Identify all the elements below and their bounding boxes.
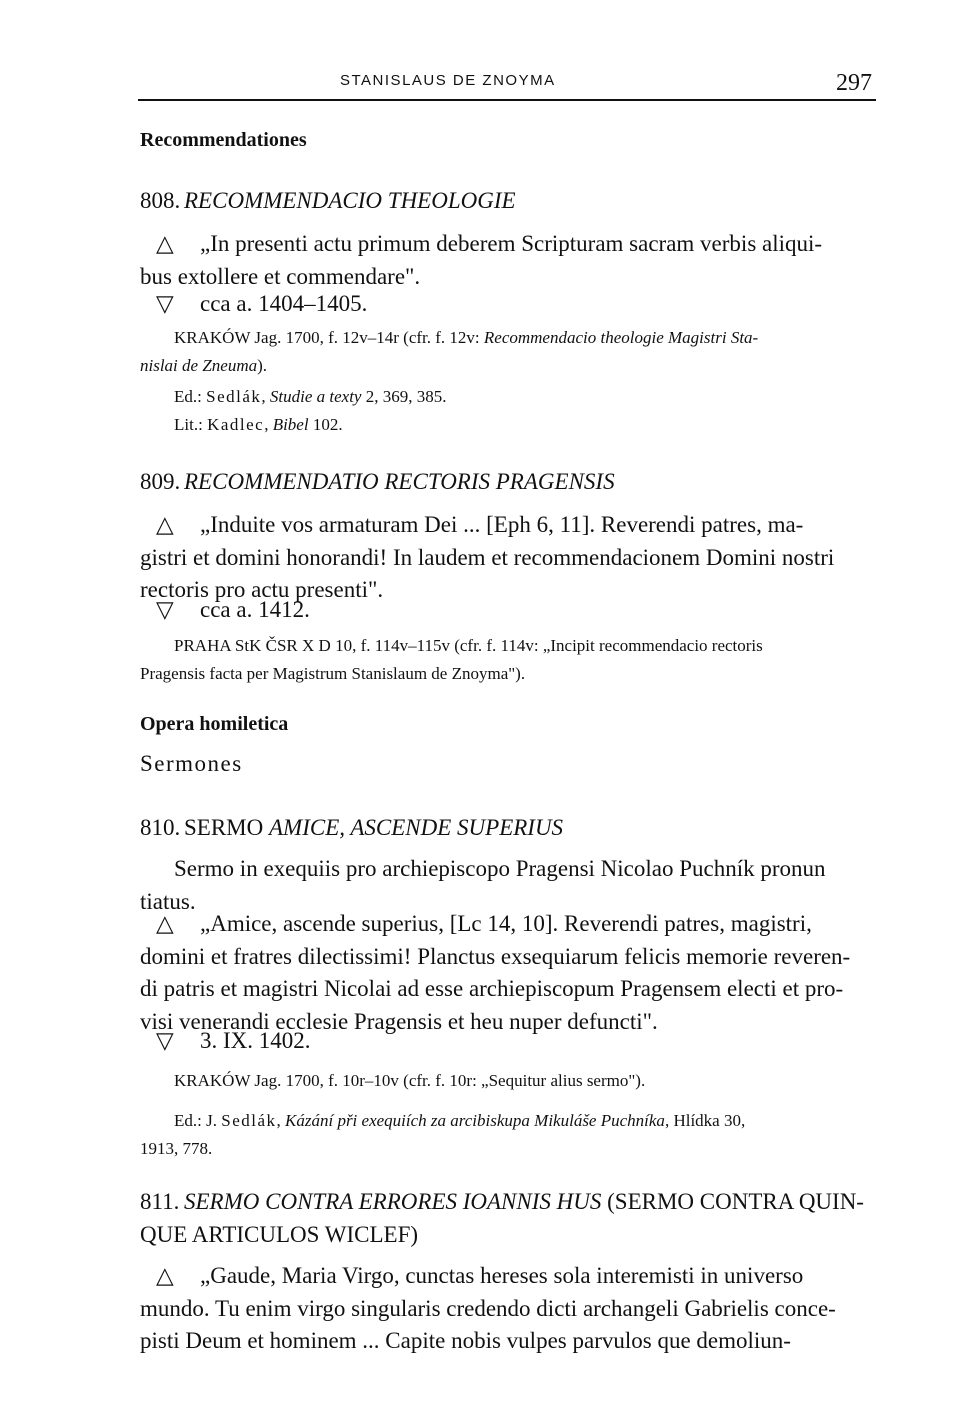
date-triangle-icon: ▽	[156, 1028, 174, 1053]
entry-number: 809.	[140, 469, 181, 494]
incipit-line: „In presenti actu primum deberem Scripturam sacram verbis aliqui-	[200, 231, 823, 256]
incipit-line: domini et fratres dilectissimi! Planctus exsequiarum felicis memorie reveren-	[140, 943, 851, 969]
incipit-line: di patris et magistri Nicolai ad esse archiepiscopum Pragensem electi et pro-	[140, 976, 844, 1001]
entry-title: RECOMMENDACIO THEOLOGIE	[184, 188, 516, 213]
incipit-line: „Gaude, Maria Virgo, cunctas hereses sola interemisti in universo	[200, 1263, 804, 1288]
incipit-line: visi venerandi ecclesie Pragensis et heu nuper defuncti".	[140, 1008, 658, 1034]
entry-808-incipit	[140, 228, 880, 293]
entry-number: 811.	[140, 1189, 180, 1214]
entry-808-manuscript: KRAKÓW Jag. 1700, f. 12v–14r (cfr. f. 12v: Recommendacio theologie Magistri Sta- nislai de Zneuma).	[140, 328, 759, 375]
incipit-triangle-icon: △	[156, 911, 174, 936]
entry-809-incipit	[140, 509, 880, 607]
entry-title: SERMO CONTRA ERRORES IOANNIS HUS	[184, 1189, 602, 1214]
date-text: cca a. 1404–1405.	[200, 291, 368, 316]
date-triangle-icon: ▽	[156, 597, 174, 622]
date-triangle-icon: ▽	[156, 291, 174, 316]
incipit-line: gistri et domini honorandi! In laudem et recommendacionem Domini nostri	[140, 544, 835, 570]
incipit-line: pisti Deum et hominem ... Capite nobis vulpes parvulos que demoliun-	[140, 1328, 791, 1353]
entry-808-edition: Ed.: Sedlák, Studie a texty 2, 369, 385.	[174, 387, 447, 406]
header-rule	[138, 99, 876, 101]
date-text: cca a. 1412.	[200, 597, 310, 622]
entry-811-heading: 811. SERMO CONTRA ERRORES IOANNIS HUS (SERMO CONTRA QUIN- QUE ARTICULOS WICLEF)	[140, 1186, 880, 1251]
incipit-line: mundo. Tu enim virgo singularis credendo dicti archangeli Gabrielis conce-	[140, 1295, 836, 1321]
entry-number: 810.	[140, 815, 181, 840]
date-text: 3. IX. 1402.	[200, 1028, 311, 1053]
entry-810-heading: 810. SERMO AMICE, ASCENDE SUPERIUS	[140, 812, 880, 845]
entry-title: RECOMMENDATIO RECTORIS PRAGENSIS	[184, 469, 615, 494]
entry-810-incipit	[140, 908, 880, 1038]
entry-810-edition: Ed.: J. Sedlák, Kázání při exequiích za arcibiskupa Mikuláše Puchníka, Hlídka 30, 1913, 778.	[140, 1111, 746, 1158]
entry-number: 808.	[140, 188, 181, 213]
entry-810-description: Sermo in exequiis pro archiepiscopo Pragensi Nicolao Puchník pronun tiatus.	[140, 856, 826, 914]
subsection-heading-sermones: Sermones	[140, 751, 243, 776]
incipit-triangle-icon: △	[156, 512, 174, 537]
section-heading-opera-homiletica: Opera homiletica	[140, 713, 289, 735]
entry-809-heading	[140, 466, 880, 499]
incipit-line: „Amice, ascende superius, [Lc 14, 10]. Reverendi patres, magistri,	[200, 911, 812, 936]
incipit-line: „Induite vos armaturam Dei ... [Eph 6, 11]. Reverendi patres, ma-	[200, 512, 804, 537]
entry-809-manuscript: PRAHA StK ČSR X D 10, f. 114v–115v (cfr. f. 114v: „Incipit recommendacio rectoris Pragensis facta per Magistrum Stanislaum de Znoyma").	[140, 636, 763, 683]
entry-810-date	[156, 1025, 311, 1058]
incipit-triangle-icon: △	[156, 1263, 174, 1288]
entry-808-date	[156, 288, 367, 321]
running-header-title: STANISLAUS DE ZNOYMA	[340, 72, 556, 89]
entry-title: AMICE, ASCENDE SUPERIUS	[269, 815, 564, 840]
page-number: 297	[836, 70, 872, 96]
incipit-line: rectoris pro actu presenti".	[140, 577, 384, 602]
incipit-triangle-icon: △	[156, 231, 174, 256]
entry-808-heading	[140, 185, 880, 218]
entry-808-literature: Lit.: Kadlec, Bibel 102.	[174, 415, 343, 434]
entry-809-date	[156, 594, 310, 627]
section-heading-recommendationes: Recommendationes	[140, 129, 307, 151]
incipit-line: bus extollere et commendare".	[140, 263, 421, 289]
entry-811-incipit	[140, 1260, 880, 1358]
entry-810-manuscript: KRAKÓW Jag. 1700, f. 10r–10v (cfr. f. 10r: „Sequitur alius sermo").	[174, 1071, 646, 1090]
